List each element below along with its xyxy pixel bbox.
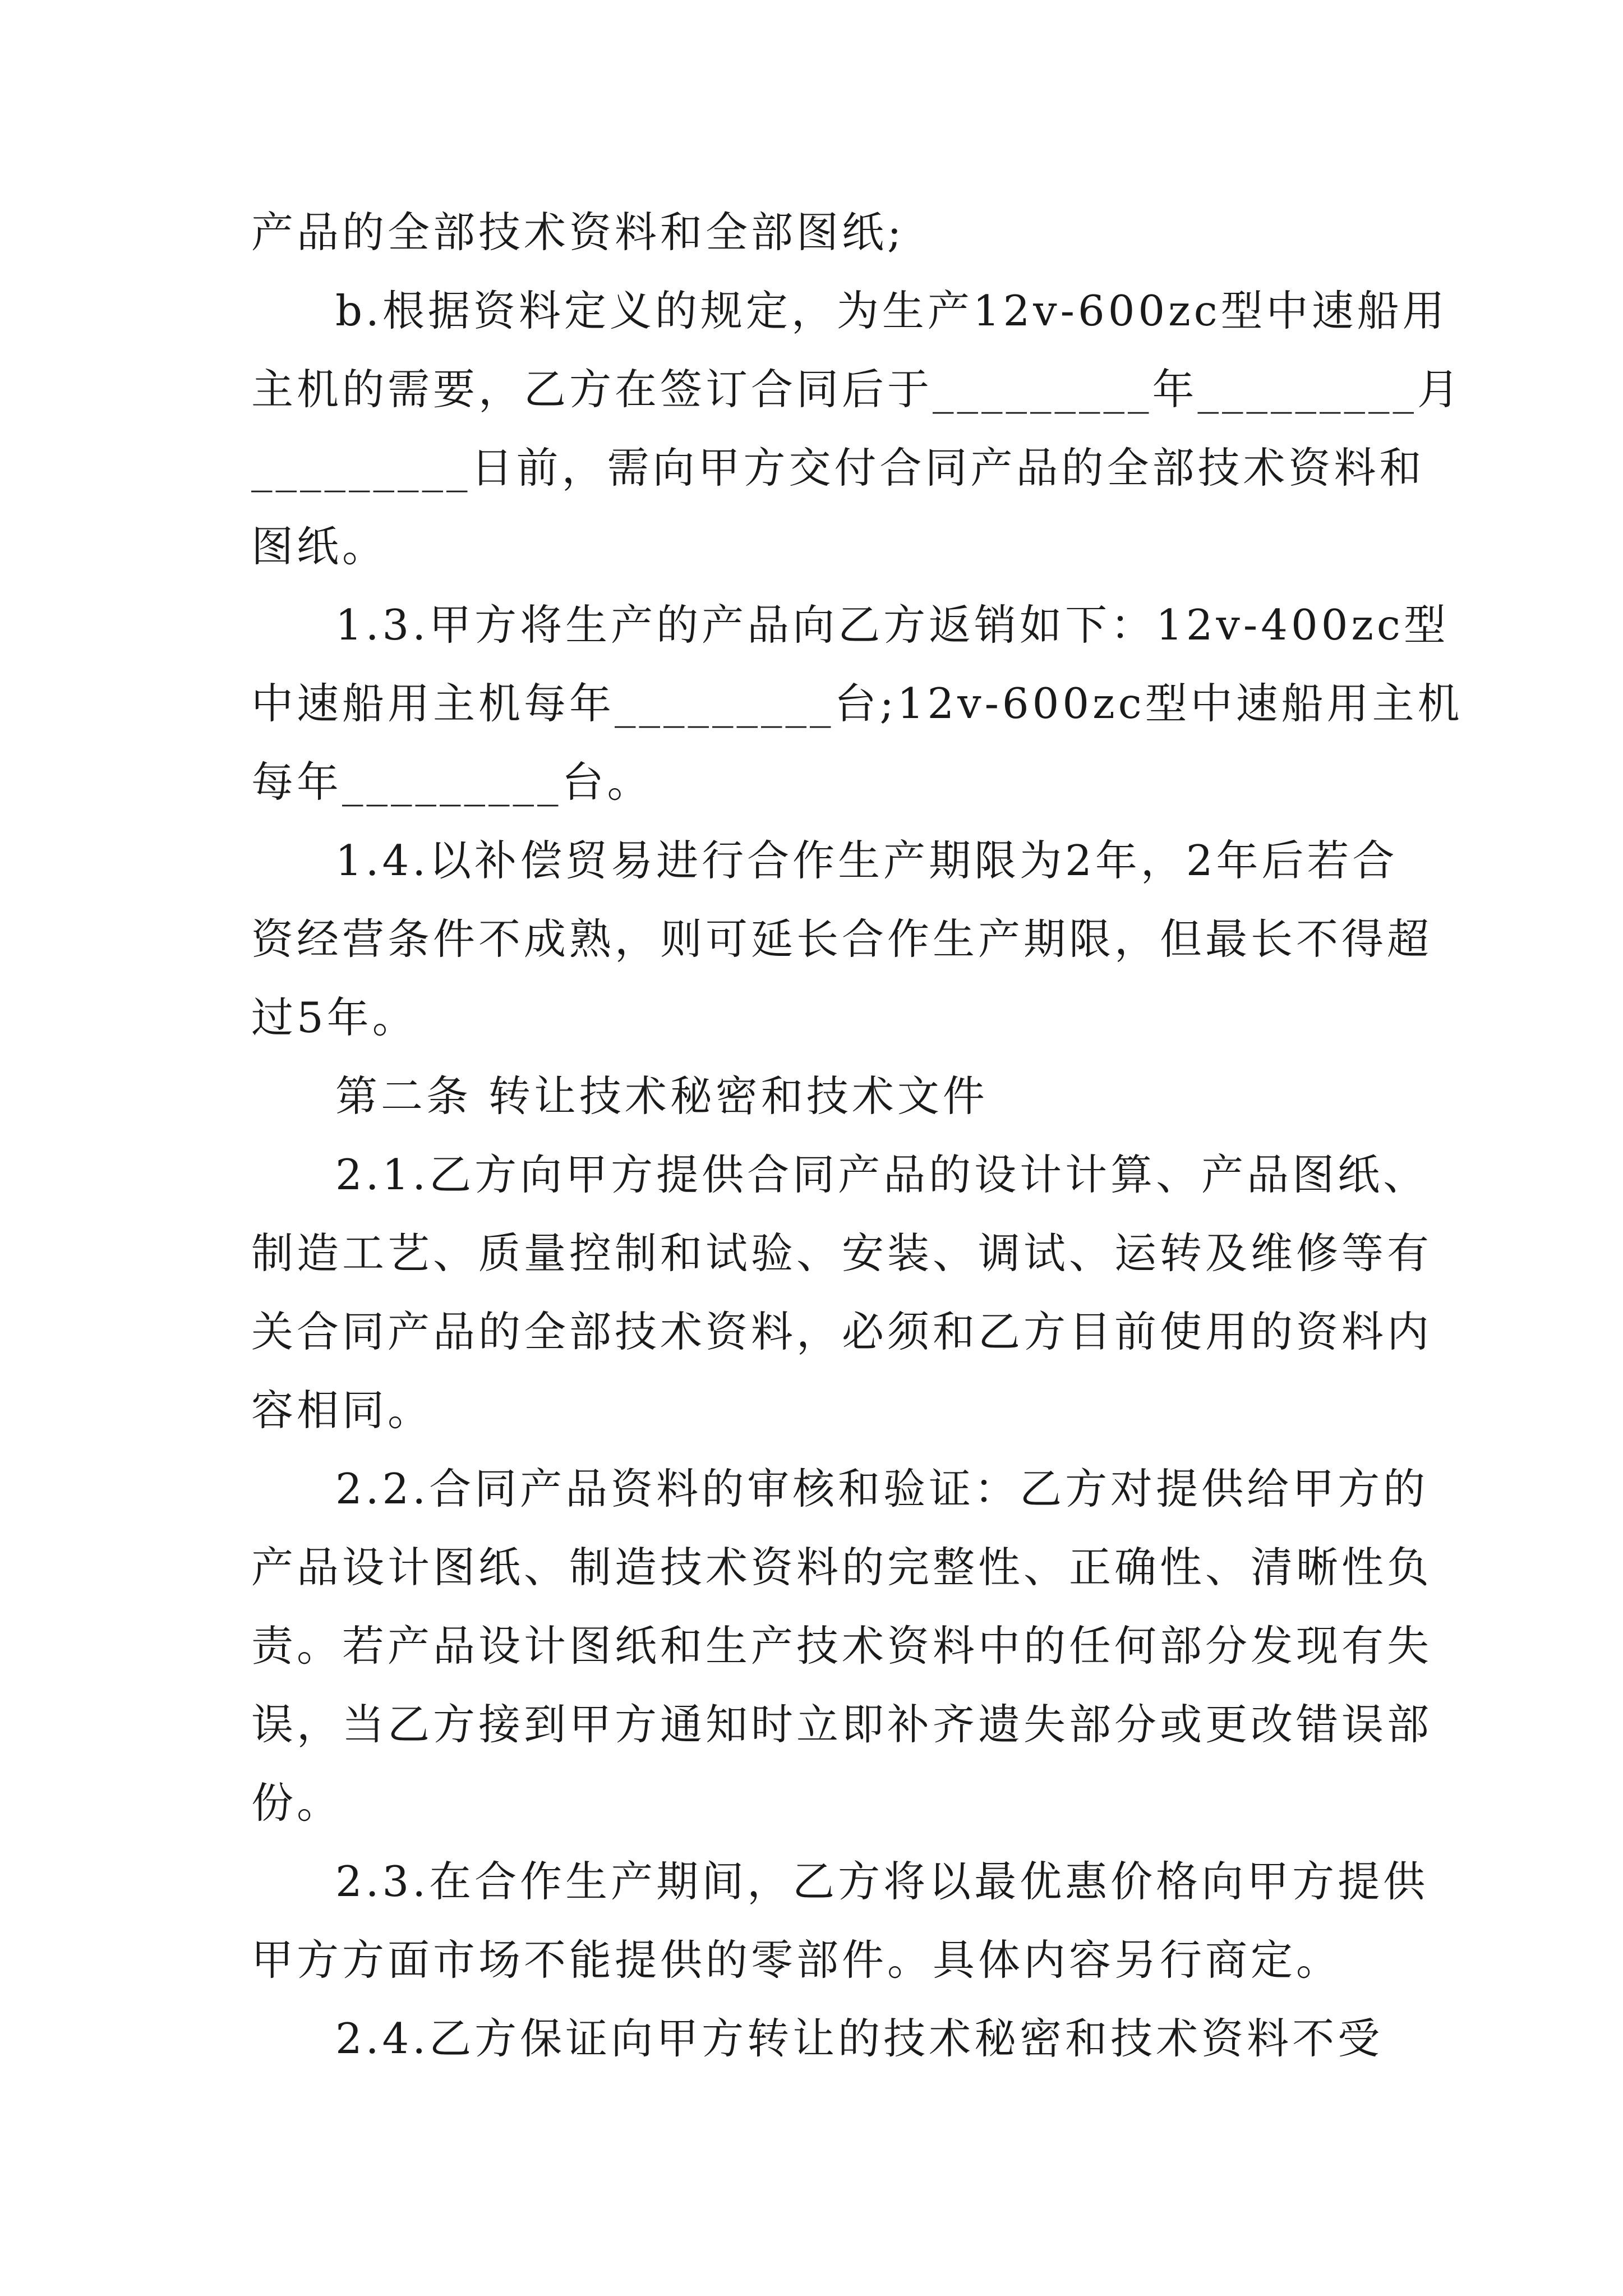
text-line: 主机的需要，乙方在签订合同后于_________年_________月 bbox=[251, 365, 1463, 414]
section-heading: 第二条 转让技术秘密和技术文件 bbox=[335, 1071, 988, 1121]
text-line: 2.4.乙方保证向甲方转让的技术秘密和技术资料不受 bbox=[335, 2014, 1384, 2063]
text-line: 过5年。 bbox=[251, 993, 418, 1042]
text-line: 中速船用主机每年_________台;12v-600zc型中速船用主机 bbox=[251, 679, 1463, 728]
text-line: 份。 bbox=[251, 1778, 343, 1828]
text-line: 制造工艺、质量控制和试验、安装、调试、运转及维修等有 bbox=[251, 1228, 1433, 1278]
text-line: _________日前，需向甲方交付合同产品的全部技术资料和 bbox=[251, 443, 1425, 493]
text-line: 关合同产品的全部技术资料，必须和乙方目前使用的资料内 bbox=[251, 1307, 1433, 1356]
text-line: 产品的全部技术资料和全部图纸; bbox=[251, 208, 905, 257]
text-line: 责。若产品设计图纸和生产技术资料中的任何部分发现有失 bbox=[251, 1621, 1433, 1671]
text-line: 资经营条件不成熟，则可延长合作生产期限，但最长不得超 bbox=[251, 914, 1433, 964]
text-line: 容相同。 bbox=[251, 1386, 434, 1435]
text-line: 1.3.甲方将生产的产品向乙方返销如下：12v-400zc型 bbox=[335, 600, 1449, 650]
text-line: 每年_________台。 bbox=[251, 757, 653, 807]
text-line: 2.3.在合作生产期间，乙方将以最优惠价格向甲方提供 bbox=[335, 1857, 1429, 1906]
text-line: 误，当乙方接到甲方通知时立即补齐遗失部分或更改错误部 bbox=[251, 1700, 1433, 1749]
text-line: b.根据资料定义的规定，为生产12v-600zc型中速船用 bbox=[335, 286, 1448, 335]
text-line: 图纸。 bbox=[251, 522, 388, 571]
text-line: 1.4.以补偿贸易进行合作生产期限为2年，2年后若合 bbox=[335, 836, 1398, 885]
text-line: 2.2.合同产品资料的审核和验证：乙方对提供给甲方的 bbox=[335, 1464, 1429, 1513]
text-line: 2.1.乙方向甲方提供合同产品的设计计算、产品图纸、 bbox=[335, 1150, 1429, 1199]
text-line: 甲方方面市场不能提供的零部件。具体内容另行商定。 bbox=[251, 1935, 1342, 1985]
text-line: 产品设计图纸、制造技术资料的完整性、正确性、清晰性负 bbox=[251, 1543, 1433, 1592]
